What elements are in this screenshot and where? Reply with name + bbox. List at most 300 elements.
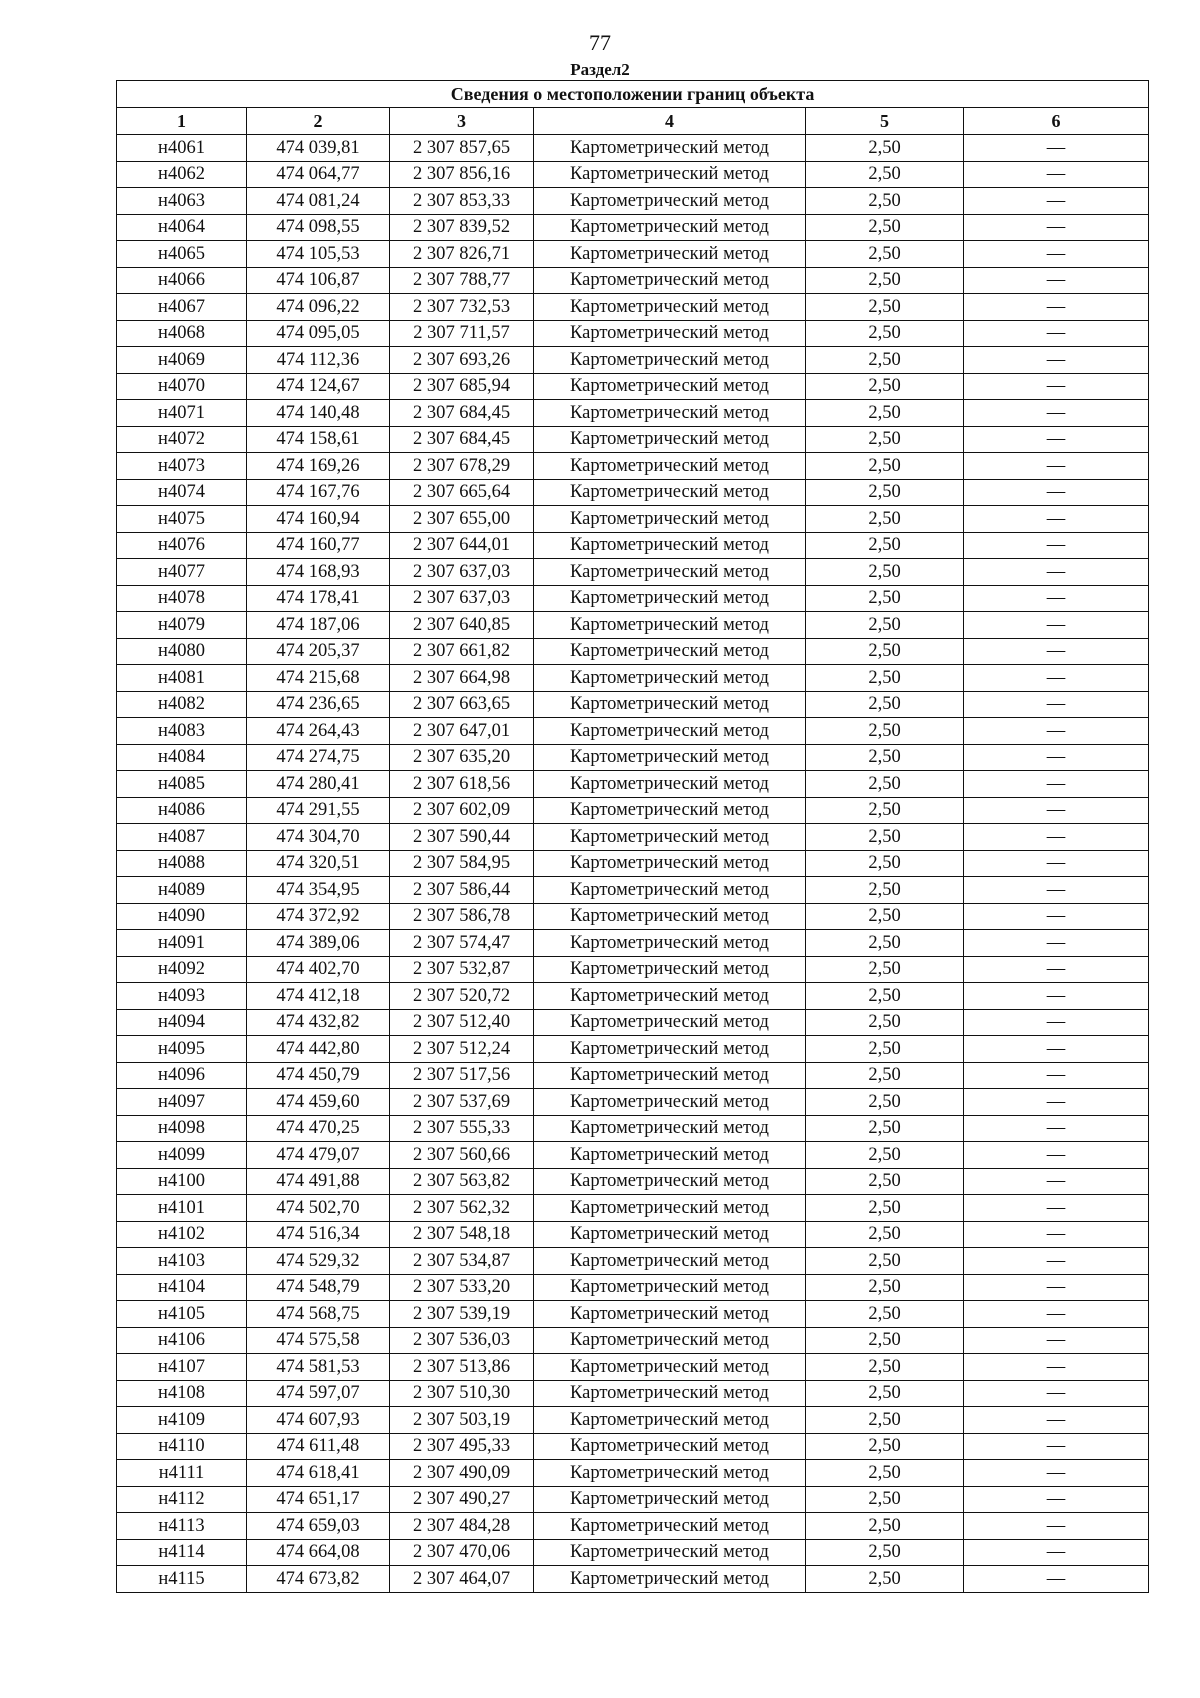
point-id-cell: н4109: [117, 1407, 247, 1434]
point-id-cell: н4100: [117, 1168, 247, 1195]
description-cell: —: [964, 1301, 1149, 1328]
table-row: [117, 532, 1149, 559]
y-coordinate-cell: 2 307 510,30: [390, 1380, 534, 1407]
x-coordinate-cell: 474 491,88: [247, 1168, 390, 1195]
y-coordinate-cell: 2 307 640,85: [390, 612, 534, 639]
point-id-cell: н4087: [117, 824, 247, 851]
accuracy-cell: 2,50: [806, 161, 964, 188]
table-caption-row: [117, 81, 1149, 108]
description-cell: —: [964, 1566, 1149, 1593]
method-cell: Картометрический метод: [534, 1486, 806, 1513]
method-cell: Картометрический метод: [534, 188, 806, 215]
y-coordinate-cell: 2 307 513,86: [390, 1354, 534, 1381]
table-row: [117, 1168, 1149, 1195]
table-row: [117, 1539, 1149, 1566]
y-coordinate-cell: 2 307 618,56: [390, 771, 534, 798]
x-coordinate-cell: 474 291,55: [247, 797, 390, 824]
point-id-cell: н4070: [117, 373, 247, 400]
accuracy-cell: 2,50: [806, 1195, 964, 1222]
column-header: 5: [806, 108, 964, 135]
method-cell: Картометрический метод: [534, 479, 806, 506]
y-coordinate-cell: 2 307 602,09: [390, 797, 534, 824]
x-coordinate-cell: 474 597,07: [247, 1380, 390, 1407]
y-coordinate-cell: 2 307 637,03: [390, 559, 534, 586]
description-cell: —: [964, 718, 1149, 745]
section-title: Раздел2: [570, 60, 630, 79]
accuracy-cell: 2,50: [806, 267, 964, 294]
y-coordinate-cell: 2 307 560,66: [390, 1142, 534, 1169]
accuracy-cell: 2,50: [806, 1407, 964, 1434]
method-cell: Картометрический метод: [534, 506, 806, 533]
y-coordinate-cell: 2 307 548,18: [390, 1221, 534, 1248]
table-row: [117, 1036, 1149, 1063]
accuracy-cell: 2,50: [806, 877, 964, 904]
point-id-cell: н4076: [117, 532, 247, 559]
y-coordinate-cell: 2 307 586,44: [390, 877, 534, 904]
point-id-cell: н4071: [117, 400, 247, 427]
x-coordinate-cell: 474 320,51: [247, 850, 390, 877]
method-cell: Картометрический метод: [534, 559, 806, 586]
accuracy-cell: 2,50: [806, 1221, 964, 1248]
point-id-cell: н4062: [117, 161, 247, 188]
table-row: [117, 294, 1149, 321]
method-cell: Картометрический метод: [534, 241, 806, 268]
x-coordinate-cell: 474 205,37: [247, 638, 390, 665]
table-row: [117, 267, 1149, 294]
point-id-cell: н4081: [117, 665, 247, 692]
y-coordinate-cell: 2 307 826,71: [390, 241, 534, 268]
point-id-cell: н4065: [117, 241, 247, 268]
method-cell: Картометрический метод: [534, 135, 806, 162]
method-cell: Картометрический метод: [534, 400, 806, 427]
x-coordinate-cell: 474 664,08: [247, 1539, 390, 1566]
table-row: [117, 771, 1149, 798]
point-id-cell: н4105: [117, 1301, 247, 1328]
method-cell: Картометрический метод: [534, 877, 806, 904]
point-id-cell: н4078: [117, 585, 247, 612]
y-coordinate-cell: 2 307 853,33: [390, 188, 534, 215]
column-header: 6: [964, 108, 1149, 135]
point-id-cell: н4097: [117, 1089, 247, 1116]
point-id-cell: н4111: [117, 1460, 247, 1487]
description-cell: —: [964, 1486, 1149, 1513]
point-id-cell: н4083: [117, 718, 247, 745]
x-coordinate-cell: 474 081,24: [247, 188, 390, 215]
y-coordinate-cell: 2 307 678,29: [390, 453, 534, 480]
y-coordinate-cell: 2 307 661,82: [390, 638, 534, 665]
description-cell: —: [964, 188, 1149, 215]
page-number: 77: [589, 30, 611, 55]
table-row: [117, 850, 1149, 877]
point-id-cell: н4098: [117, 1115, 247, 1142]
accuracy-cell: 2,50: [806, 559, 964, 586]
point-id-cell: н4106: [117, 1327, 247, 1354]
x-coordinate-cell: 474 618,41: [247, 1460, 390, 1487]
method-cell: Картометрический метод: [534, 983, 806, 1010]
method-cell: Картометрический метод: [534, 1354, 806, 1381]
method-cell: Картометрический метод: [534, 1115, 806, 1142]
method-cell: Картометрический метод: [534, 1407, 806, 1434]
point-id-cell: н4099: [117, 1142, 247, 1169]
table-row: [117, 214, 1149, 241]
point-id-cell: н4085: [117, 771, 247, 798]
accuracy-cell: 2,50: [806, 426, 964, 453]
description-cell: —: [964, 850, 1149, 877]
point-id-cell: н4092: [117, 956, 247, 983]
point-id-cell: н4089: [117, 877, 247, 904]
method-cell: Картометрический метод: [534, 1460, 806, 1487]
x-coordinate-cell: 474 160,77: [247, 532, 390, 559]
x-coordinate-cell: 474 470,25: [247, 1115, 390, 1142]
table-row: [117, 453, 1149, 480]
y-coordinate-cell: 2 307 517,56: [390, 1062, 534, 1089]
accuracy-cell: 2,50: [806, 294, 964, 321]
description-cell: —: [964, 559, 1149, 586]
description-cell: —: [964, 1009, 1149, 1036]
point-id-cell: н4088: [117, 850, 247, 877]
x-coordinate-cell: 474 611,48: [247, 1433, 390, 1460]
y-coordinate-cell: 2 307 590,44: [390, 824, 534, 851]
point-id-cell: н4094: [117, 1009, 247, 1036]
point-id-cell: н4061: [117, 135, 247, 162]
accuracy-cell: 2,50: [806, 824, 964, 851]
y-coordinate-cell: 2 307 839,52: [390, 214, 534, 241]
table-row: [117, 479, 1149, 506]
accuracy-cell: 2,50: [806, 1539, 964, 1566]
table-row: [117, 585, 1149, 612]
table-row: [117, 1407, 1149, 1434]
table-row: [117, 1513, 1149, 1540]
accuracy-cell: 2,50: [806, 612, 964, 639]
method-cell: Картометрический метод: [534, 585, 806, 612]
y-coordinate-cell: 2 307 533,20: [390, 1274, 534, 1301]
method-cell: Картометрический метод: [534, 930, 806, 957]
x-coordinate-cell: 474 581,53: [247, 1354, 390, 1381]
table-row: [117, 824, 1149, 851]
method-cell: Картометрический метод: [534, 1062, 806, 1089]
method-cell: Картометрический метод: [534, 691, 806, 718]
x-coordinate-cell: 474 140,48: [247, 400, 390, 427]
accuracy-cell: 2,50: [806, 1486, 964, 1513]
column-header: 1: [117, 108, 247, 135]
table-row: [117, 956, 1149, 983]
method-cell: Картометрический метод: [534, 1089, 806, 1116]
accuracy-cell: 2,50: [806, 1009, 964, 1036]
description-cell: —: [964, 903, 1149, 930]
x-coordinate-cell: 474 402,70: [247, 956, 390, 983]
y-coordinate-cell: 2 307 464,07: [390, 1566, 534, 1593]
description-cell: —: [964, 426, 1149, 453]
y-coordinate-cell: 2 307 534,87: [390, 1248, 534, 1275]
description-cell: —: [964, 267, 1149, 294]
description-cell: —: [964, 241, 1149, 268]
point-id-cell: н4090: [117, 903, 247, 930]
method-cell: Картометрический метод: [534, 373, 806, 400]
table-row: [117, 1248, 1149, 1275]
description-cell: —: [964, 956, 1149, 983]
description-cell: —: [964, 1433, 1149, 1460]
y-coordinate-cell: 2 307 637,03: [390, 585, 534, 612]
description-cell: —: [964, 373, 1149, 400]
method-cell: Картометрический метод: [534, 1036, 806, 1063]
accuracy-cell: 2,50: [806, 771, 964, 798]
method-cell: Картометрический метод: [534, 267, 806, 294]
table-row: [117, 161, 1149, 188]
accuracy-cell: 2,50: [806, 347, 964, 374]
y-coordinate-cell: 2 307 664,98: [390, 665, 534, 692]
y-coordinate-cell: 2 307 512,40: [390, 1009, 534, 1036]
description-cell: —: [964, 824, 1149, 851]
description-cell: —: [964, 797, 1149, 824]
accuracy-cell: 2,50: [806, 1142, 964, 1169]
y-coordinate-cell: 2 307 635,20: [390, 744, 534, 771]
method-cell: Картометрический метод: [534, 850, 806, 877]
point-id-cell: н4066: [117, 267, 247, 294]
description-cell: —: [964, 1036, 1149, 1063]
point-id-cell: н4110: [117, 1433, 247, 1460]
description-cell: —: [964, 135, 1149, 162]
table-row: [117, 1062, 1149, 1089]
description-cell: —: [964, 347, 1149, 374]
x-coordinate-cell: 474 158,61: [247, 426, 390, 453]
table-row: [117, 241, 1149, 268]
y-coordinate-cell: 2 307 503,19: [390, 1407, 534, 1434]
method-cell: Картометрический метод: [534, 1380, 806, 1407]
method-cell: Картометрический метод: [534, 797, 806, 824]
y-coordinate-cell: 2 307 537,69: [390, 1089, 534, 1116]
point-id-cell: н4072: [117, 426, 247, 453]
method-cell: Картометрический метод: [534, 1009, 806, 1036]
description-cell: —: [964, 585, 1149, 612]
method-cell: Картометрический метод: [534, 956, 806, 983]
accuracy-cell: 2,50: [806, 691, 964, 718]
point-id-cell: н4080: [117, 638, 247, 665]
x-coordinate-cell: 474 169,26: [247, 453, 390, 480]
y-coordinate-cell: 2 307 647,01: [390, 718, 534, 745]
accuracy-cell: 2,50: [806, 983, 964, 1010]
description-cell: —: [964, 1539, 1149, 1566]
x-coordinate-cell: 474 112,36: [247, 347, 390, 374]
accuracy-cell: 2,50: [806, 665, 964, 692]
method-cell: Картометрический метод: [534, 214, 806, 241]
table-row: [117, 320, 1149, 347]
accuracy-cell: 2,50: [806, 506, 964, 533]
description-cell: —: [964, 638, 1149, 665]
table-row: [117, 903, 1149, 930]
table-row: [117, 506, 1149, 533]
x-coordinate-cell: 474 529,32: [247, 1248, 390, 1275]
description-cell: —: [964, 1380, 1149, 1407]
x-coordinate-cell: 474 064,77: [247, 161, 390, 188]
table-row: [117, 400, 1149, 427]
table-row: [117, 1566, 1149, 1593]
point-id-cell: н4104: [117, 1274, 247, 1301]
point-id-cell: н4064: [117, 214, 247, 241]
table-row: [117, 559, 1149, 586]
description-cell: —: [964, 1354, 1149, 1381]
accuracy-cell: 2,50: [806, 903, 964, 930]
method-cell: Картометрический метод: [534, 161, 806, 188]
x-coordinate-cell: 474 167,76: [247, 479, 390, 506]
table-row: [117, 1380, 1149, 1407]
table-row: [117, 1142, 1149, 1169]
x-coordinate-cell: 474 098,55: [247, 214, 390, 241]
point-id-cell: н4082: [117, 691, 247, 718]
description-cell: —: [964, 1195, 1149, 1222]
description-cell: —: [964, 479, 1149, 506]
accuracy-cell: 2,50: [806, 1115, 964, 1142]
method-cell: Картометрический метод: [534, 1513, 806, 1540]
x-coordinate-cell: 474 673,82: [247, 1566, 390, 1593]
point-id-cell: н4103: [117, 1248, 247, 1275]
description-cell: —: [964, 877, 1149, 904]
x-coordinate-cell: 474 106,87: [247, 267, 390, 294]
table-row: [117, 665, 1149, 692]
table-header-row: [117, 108, 1149, 135]
x-coordinate-cell: 474 575,58: [247, 1327, 390, 1354]
description-cell: —: [964, 1407, 1149, 1434]
point-id-cell: н4107: [117, 1354, 247, 1381]
description-cell: —: [964, 930, 1149, 957]
y-coordinate-cell: 2 307 470,06: [390, 1539, 534, 1566]
accuracy-cell: 2,50: [806, 1248, 964, 1275]
point-id-cell: н4112: [117, 1486, 247, 1513]
method-cell: Картометрический метод: [534, 1221, 806, 1248]
description-cell: —: [964, 744, 1149, 771]
table-row: [117, 983, 1149, 1010]
table-row: [117, 877, 1149, 904]
table-row: [117, 373, 1149, 400]
x-coordinate-cell: 474 095,05: [247, 320, 390, 347]
description-cell: —: [964, 1221, 1149, 1248]
description-cell: —: [964, 691, 1149, 718]
point-id-cell: н4069: [117, 347, 247, 374]
description-cell: —: [964, 612, 1149, 639]
y-coordinate-cell: 2 307 732,53: [390, 294, 534, 321]
y-coordinate-cell: 2 307 788,77: [390, 267, 534, 294]
x-coordinate-cell: 474 651,17: [247, 1486, 390, 1513]
table-row: [117, 1433, 1149, 1460]
point-id-cell: н4093: [117, 983, 247, 1010]
table-row: [117, 1460, 1149, 1487]
description-cell: —: [964, 1513, 1149, 1540]
x-coordinate-cell: 474 178,41: [247, 585, 390, 612]
table-row: [117, 797, 1149, 824]
method-cell: Картометрический метод: [534, 453, 806, 480]
y-coordinate-cell: 2 307 685,94: [390, 373, 534, 400]
accuracy-cell: 2,50: [806, 241, 964, 268]
x-coordinate-cell: 474 432,82: [247, 1009, 390, 1036]
x-coordinate-cell: 474 389,06: [247, 930, 390, 957]
x-coordinate-cell: 474 412,18: [247, 983, 390, 1010]
x-coordinate-cell: 474 548,79: [247, 1274, 390, 1301]
y-coordinate-cell: 2 307 586,78: [390, 903, 534, 930]
x-coordinate-cell: 474 039,81: [247, 135, 390, 162]
y-coordinate-cell: 2 307 665,64: [390, 479, 534, 506]
accuracy-cell: 2,50: [806, 1433, 964, 1460]
point-id-cell: н4074: [117, 479, 247, 506]
description-cell: —: [964, 1062, 1149, 1089]
table-row: [117, 1115, 1149, 1142]
x-coordinate-cell: 474 096,22: [247, 294, 390, 321]
method-cell: Картометрический метод: [534, 426, 806, 453]
table-row: [117, 1486, 1149, 1513]
accuracy-cell: 2,50: [806, 585, 964, 612]
point-id-cell: н4102: [117, 1221, 247, 1248]
accuracy-cell: 2,50: [806, 188, 964, 215]
accuracy-cell: 2,50: [806, 1354, 964, 1381]
description-cell: —: [964, 1460, 1149, 1487]
table-caption: Сведения о местоположении границ объекта: [117, 81, 1149, 108]
y-coordinate-cell: 2 307 655,00: [390, 506, 534, 533]
table-row: [117, 638, 1149, 665]
table-row: [117, 744, 1149, 771]
y-coordinate-cell: 2 307 684,45: [390, 426, 534, 453]
method-cell: Картометрический метод: [534, 718, 806, 745]
table-row: [117, 1221, 1149, 1248]
method-cell: Картометрический метод: [534, 320, 806, 347]
y-coordinate-cell: 2 307 856,16: [390, 161, 534, 188]
point-id-cell: н4063: [117, 188, 247, 215]
y-coordinate-cell: 2 307 693,26: [390, 347, 534, 374]
description-cell: —: [964, 400, 1149, 427]
point-id-cell: н4073: [117, 453, 247, 480]
description-cell: —: [964, 1142, 1149, 1169]
method-cell: Картометрический метод: [534, 903, 806, 930]
description-cell: —: [964, 294, 1149, 321]
accuracy-cell: 2,50: [806, 1327, 964, 1354]
point-id-cell: н4113: [117, 1513, 247, 1540]
x-coordinate-cell: 474 280,41: [247, 771, 390, 798]
y-coordinate-cell: 2 307 684,45: [390, 400, 534, 427]
method-cell: Картометрический метод: [534, 1248, 806, 1275]
method-cell: Картометрический метод: [534, 744, 806, 771]
x-coordinate-cell: 474 502,70: [247, 1195, 390, 1222]
description-cell: —: [964, 1248, 1149, 1275]
x-coordinate-cell: 474 124,67: [247, 373, 390, 400]
method-cell: Картометрический метод: [534, 665, 806, 692]
table-row: [117, 1009, 1149, 1036]
y-coordinate-cell: 2 307 562,32: [390, 1195, 534, 1222]
boundary-coordinates-table: [116, 80, 1149, 1593]
accuracy-cell: 2,50: [806, 320, 964, 347]
point-id-cell: н4115: [117, 1566, 247, 1593]
y-coordinate-cell: 2 307 563,82: [390, 1168, 534, 1195]
description-cell: —: [964, 1089, 1149, 1116]
x-coordinate-cell: 474 479,07: [247, 1142, 390, 1169]
method-cell: Картометрический метод: [534, 1433, 806, 1460]
table-row: [117, 930, 1149, 957]
x-coordinate-cell: 474 607,93: [247, 1407, 390, 1434]
column-header: 4: [534, 108, 806, 135]
description-cell: —: [964, 665, 1149, 692]
accuracy-cell: 2,50: [806, 1274, 964, 1301]
y-coordinate-cell: 2 307 490,27: [390, 1486, 534, 1513]
method-cell: Картометрический метод: [534, 1327, 806, 1354]
x-coordinate-cell: 474 659,03: [247, 1513, 390, 1540]
x-coordinate-cell: 474 187,06: [247, 612, 390, 639]
accuracy-cell: 2,50: [806, 373, 964, 400]
accuracy-cell: 2,50: [806, 930, 964, 957]
y-coordinate-cell: 2 307 663,65: [390, 691, 534, 718]
accuracy-cell: 2,50: [806, 479, 964, 506]
point-id-cell: н4084: [117, 744, 247, 771]
description-cell: —: [964, 1168, 1149, 1195]
accuracy-cell: 2,50: [806, 718, 964, 745]
table-row: [117, 612, 1149, 639]
description-cell: —: [964, 1274, 1149, 1301]
method-cell: Картометрический метод: [534, 612, 806, 639]
